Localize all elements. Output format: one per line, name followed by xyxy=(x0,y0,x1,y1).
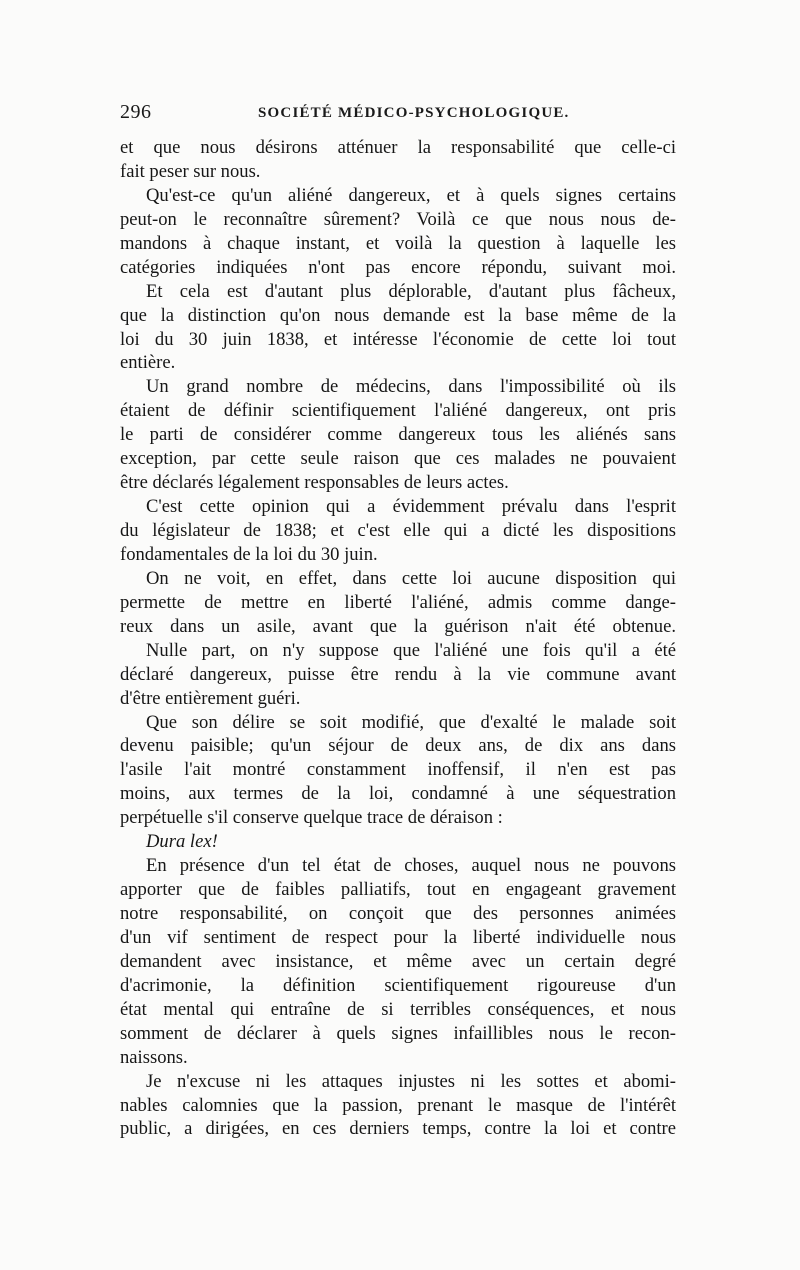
text-line: le parti de considérer comme dangereux tous les aliénés sans xyxy=(120,424,676,446)
text-line: mandons à chaque instant, et voilà la question à laquelle les xyxy=(120,232,676,254)
text-line: apporter que de faibles palliatifs, tout en engageant gravement xyxy=(120,879,676,901)
paragraph-start-line: Un grand nombre de médecins, dans l'impossibilité où ils xyxy=(146,376,676,398)
text-line: déclaré dangereux, puisse être rendu à la vie commune avant xyxy=(120,663,676,685)
text-line: notre responsabilité, on conçoit que des personnes animées xyxy=(120,903,676,924)
paragraph-start-line: Qu'est-ce qu'un aliéné dangereux, et à quels signes certains xyxy=(146,184,676,206)
text-line: entière. xyxy=(120,352,176,374)
text-line: fait peser sur nous. xyxy=(120,160,261,182)
paragraph-start-line: Nulle part, on n'y suppose que l'aliéné une fois qu'il a été xyxy=(146,639,676,661)
text-line: naissons. xyxy=(120,1046,188,1068)
text-line: l'asile l'ait montré constamment inoffensif, il n'en est pas xyxy=(120,759,676,781)
text-line: somment de déclarer à quels signes infaillibles nous le recon- xyxy=(120,1022,676,1044)
text-line: moins, aux termes de la loi, condamné à une séquestration xyxy=(120,783,676,805)
text-line: nables calomnies que la passion, prenant le masque de l'intérêt xyxy=(120,1094,676,1116)
text-line: perpétuelle s'il conserve quelque trace de déraison : xyxy=(120,807,503,829)
text-line: public, a dirigées, en ces derniers temps, contre la loi et contre xyxy=(120,1118,676,1140)
paragraph-start-line: Je n'excuse ni les attaques injustes ni les sottes et abomi- xyxy=(146,1070,676,1092)
text-line: du législateur de 1838; et c'est elle qui a dicté les dispositions xyxy=(120,520,676,541)
text-line: loi du 30 juin 1838, et intéresse l'économie de cette loi tout xyxy=(120,328,676,350)
text-line: demandent avec insistance, et même avec un certain degré xyxy=(120,950,676,972)
text-line: état mental qui entraîne de si terribles conséquences, et nous xyxy=(120,998,676,1020)
text-line: reux dans un asile, avant que la guérison n'ait été obtenue. xyxy=(120,615,676,637)
text-line: catégories indiquées n'ont pas encore répondu, suivant moi. xyxy=(120,256,676,278)
text-line: d'être entièrement guéri. xyxy=(120,687,301,709)
paragraph-start-line: Et cela est d'autant plus déplorable, d'autant plus fâcheux, xyxy=(146,280,676,302)
paragraph-start-line: On ne voit, en effet, dans cette loi aucune disposition qui xyxy=(146,567,676,589)
journal-title: SOCIÉTÉ MÉDICO-PSYCHOLOGIQUE. xyxy=(258,105,570,121)
running-head xyxy=(120,101,680,125)
text-line: que la distinction qu'on nous demande est la base même de la xyxy=(120,304,676,326)
text-line: exception, par cette seule raison que ces malades ne pouvaient xyxy=(120,448,676,470)
text-line: et que nous désirons atténuer la responsabilité que celle-ci xyxy=(120,137,676,158)
text-line: être déclarés légalement responsables de leurs actes. xyxy=(120,472,509,494)
text-line: étaient de définir scientifiquement l'aliéné dangereux, ont pris xyxy=(120,400,676,422)
paragraph-start-line: Que son délire se soit modifié, que d'exalté le malade soit xyxy=(146,711,676,733)
text-line: permette de mettre en liberté l'aliéné, admis comme dange- xyxy=(120,591,676,613)
page-number: 296 xyxy=(120,101,152,123)
paragraph-start-line: En présence d'un tel état de choses, auquel nous ne pouvons xyxy=(146,855,676,877)
text-line: devenu paisible; qu'un séjour de deux ans, de dix ans dans xyxy=(120,735,676,757)
text-line: d'un vif sentiment de respect pour la liberté individuelle nous xyxy=(120,926,676,948)
body-text xyxy=(120,136,676,1141)
text-line: d'acrimonie, la définition scientifiquement rigoureuse d'un xyxy=(120,974,676,996)
latin-quote-line: Dura lex! xyxy=(146,831,218,853)
text-line: peut-on le reconnaître sûrement? Voilà ce que nous nous de- xyxy=(120,208,676,230)
paragraph-start-line: C'est cette opinion qui a évidemment prévalu dans l'esprit xyxy=(146,496,676,518)
text-line: fondamentales de la loi du 30 juin. xyxy=(120,543,378,565)
